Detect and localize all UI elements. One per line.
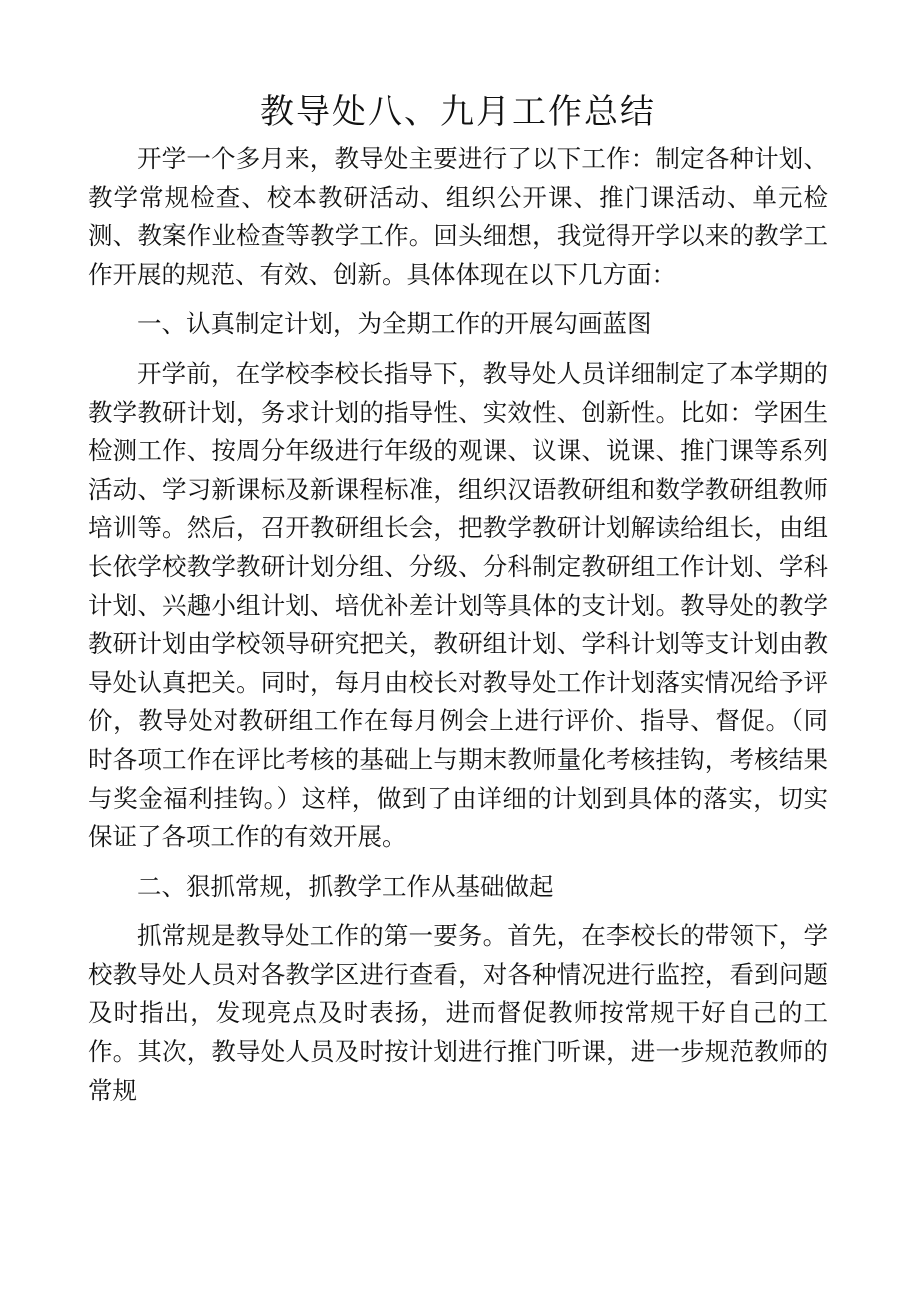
section-2-paragraph: 抓常规是教导处工作的第一要务。首先，在李校长的带领下，学校教导处人员对各教学区进行查看，对各种情况进行监控，看到问题及时指出，发现亮点及时表扬，进而督促教师按常规干好自己的工作。其次，教导处人员及时按计划进行推门听课，进一步规范教师的常规 bbox=[88, 921, 828, 1105]
section-heading-1: 一、认真制定计划，为全期工作的开展勾画蓝图 bbox=[137, 309, 652, 339]
document-title: 教导处八、九月工作总结 bbox=[260, 92, 656, 132]
intro-paragraph: 开学一个多月来，教导处主要进行了以下工作：制定各种计划、教学常规检查、校本教研活动、组织公开课、推门课活动、单元检测、教案作业检查等教学工作。回头细想，我觉得开学以来的教学工作开展的规范、有效、创新。具体体现在以下几方面： bbox=[88, 144, 828, 289]
section-heading-2: 二、狠抓常规，抓教学工作从基础做起 bbox=[137, 871, 554, 901]
section-1-paragraph: 开学前，在学校李校长指导下，教导处人员详细制定了本学期的教学教研计划，务求计划的指导性、实效性、创新性。比如：学困生检测工作、按周分年级进行年级的观课、议课、说课、推门课等系列活动、学习新课标及新课程标准，组织汉语教研组和数学教研组教师培训等。然后，召开教研组长会，把教学教研计划解读给组长，由组长依学校教学教研计划分组、分级、分科制定教研组工作计划、学科计划、兴趣小组计划、培优补差计划等具体的支计划。教导处的教学教研计划由学校领导研究把关，教研组计划、学科计划等支计划由教导处认真把关。同时，每月由校长对教导处工作计划落实情况给予评价，教导处对教研组工作在每月例会上进行评价、指导、督促。（同时各项工作在评比考核的基础上与期末教师量化考核挂钩，考核结果与奖金福利挂钩。）这样，做到了由详细的计划到具体的落实，切实保证了各项工作的有效开展。 bbox=[88, 358, 828, 852]
